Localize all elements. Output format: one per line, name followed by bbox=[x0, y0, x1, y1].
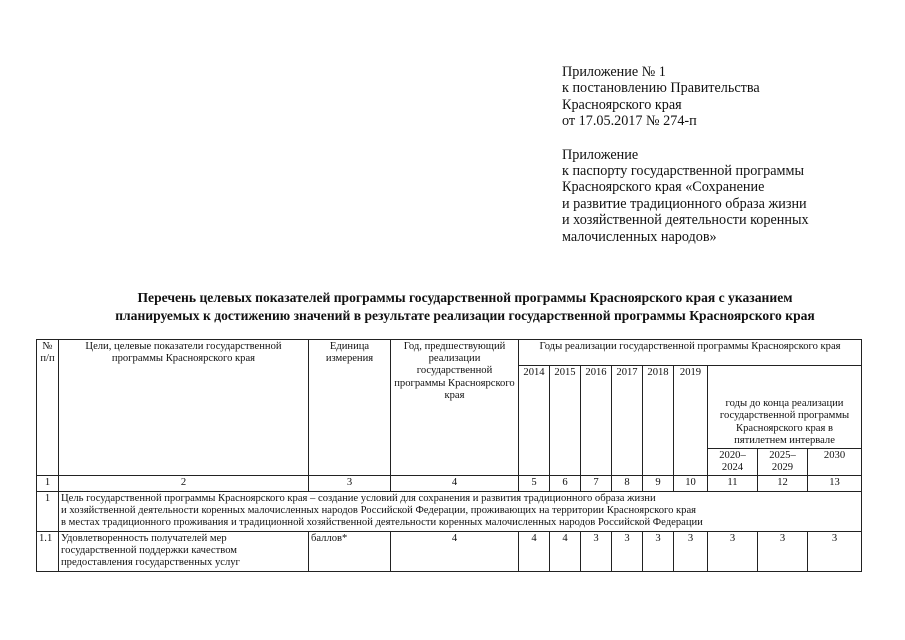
appendix-line: Красноярского края bbox=[562, 96, 682, 113]
header-year: 2014 bbox=[519, 366, 550, 476]
indicator-prev: 4 bbox=[391, 531, 519, 571]
appendix-line: к постановлению Правительства bbox=[562, 80, 760, 97]
column-number: 9 bbox=[643, 476, 674, 491]
goal-num: 1 bbox=[37, 491, 59, 531]
goal-line: Цель государственной программы Красноярского края – создание условий для сохранения и развития традиционного образа жизни bbox=[61, 492, 656, 504]
indicator-text bbox=[59, 531, 309, 571]
header-unit: Единица измерения bbox=[309, 340, 391, 476]
column-number: 8 bbox=[612, 476, 643, 491]
column-number: 13 bbox=[808, 476, 862, 491]
column-number: 3 bbox=[309, 476, 391, 491]
goal-line: в местах традиционного проживания и традиционной хозяйственной деятельности коренных малочисленных народов Российской Федерации bbox=[61, 517, 703, 529]
indicator-value: 3 bbox=[581, 531, 612, 571]
indicator-value: 3 bbox=[674, 531, 708, 571]
indicator-value: 4 bbox=[519, 531, 550, 571]
appendix-line: Приложение bbox=[562, 146, 639, 163]
indicator-value: 3 bbox=[708, 531, 758, 571]
title-line: планируемых к достижению значений в результате реализации государственной программы Красноярского края bbox=[115, 307, 815, 323]
column-number: 2 bbox=[59, 476, 309, 491]
column-number: 1 bbox=[37, 476, 59, 491]
appendix-line: Приложение № 1 bbox=[562, 64, 666, 80]
title-line: Перечень целевых показателей программы государственной программы Красноярского края с указанием bbox=[137, 290, 793, 305]
column-number: 12 bbox=[758, 476, 808, 491]
appendix-line: малочисленных народов» bbox=[562, 228, 717, 245]
header-future-group: годы до конца реализации государственной программы Красноярского края в пятилетнем интервале bbox=[708, 366, 862, 449]
column-number: 5 bbox=[519, 476, 550, 491]
header-year: 2019 bbox=[674, 366, 708, 476]
header-future: 2025–2029 bbox=[758, 449, 808, 476]
appendix-block bbox=[562, 64, 882, 245]
header-future: 2020–2024 bbox=[708, 449, 758, 476]
table-row bbox=[37, 531, 862, 571]
header-prev-year: Год, предшествующий реализации государственной программы Красноярского края bbox=[391, 340, 519, 476]
header-year: 2016 bbox=[581, 366, 612, 476]
header-year: 2015 bbox=[550, 366, 581, 476]
header-num: № п/п bbox=[37, 340, 59, 476]
column-number: 6 bbox=[550, 476, 581, 491]
header-year: 2017 bbox=[612, 366, 643, 476]
appendix-line: Красноярского края «Сохранение bbox=[562, 179, 765, 196]
goal-text bbox=[59, 491, 862, 531]
appendix-line: к паспорту государственной программы bbox=[562, 163, 805, 180]
indicator-value: 3 bbox=[758, 531, 808, 571]
indicator-num: 1.1 bbox=[37, 531, 59, 571]
column-number: 4 bbox=[391, 476, 519, 491]
header-goals: Цели, целевые показатели государственной программы Красноярского края bbox=[59, 340, 309, 476]
column-number: 11 bbox=[708, 476, 758, 491]
header-year: 2018 bbox=[643, 366, 674, 476]
indicators-table bbox=[36, 339, 862, 572]
appendix-line: и хозяйственной деятельности коренных bbox=[562, 212, 809, 229]
indicator-line: Удовлетворенность получателей мер bbox=[61, 532, 227, 544]
column-number: 7 bbox=[581, 476, 612, 491]
document-title bbox=[70, 289, 860, 324]
appendix-line: и развитие традиционного образа жизни bbox=[562, 195, 807, 212]
indicator-line: государственной поддержки качеством bbox=[61, 544, 237, 556]
indicator-value: 3 bbox=[643, 531, 674, 571]
indicator-line: предоставления государственных услуг bbox=[61, 557, 240, 569]
table-row bbox=[37, 491, 862, 531]
indicator-value: 3 bbox=[808, 531, 862, 571]
appendix-line: от 17.05.2017 № 274-п bbox=[562, 113, 697, 130]
header-future: 2030 bbox=[808, 449, 862, 476]
goal-line: и хозяйственной деятельности коренных малочисленных народов Российской Федерации, проживающих на территории Красноярского края bbox=[61, 504, 697, 516]
column-number: 10 bbox=[674, 476, 708, 491]
indicator-value: 3 bbox=[612, 531, 643, 571]
header-years-group: Годы реализации государственной программы Красноярского края bbox=[519, 340, 862, 366]
indicator-value: 4 bbox=[550, 531, 581, 571]
indicator-unit: баллов* bbox=[309, 531, 391, 571]
